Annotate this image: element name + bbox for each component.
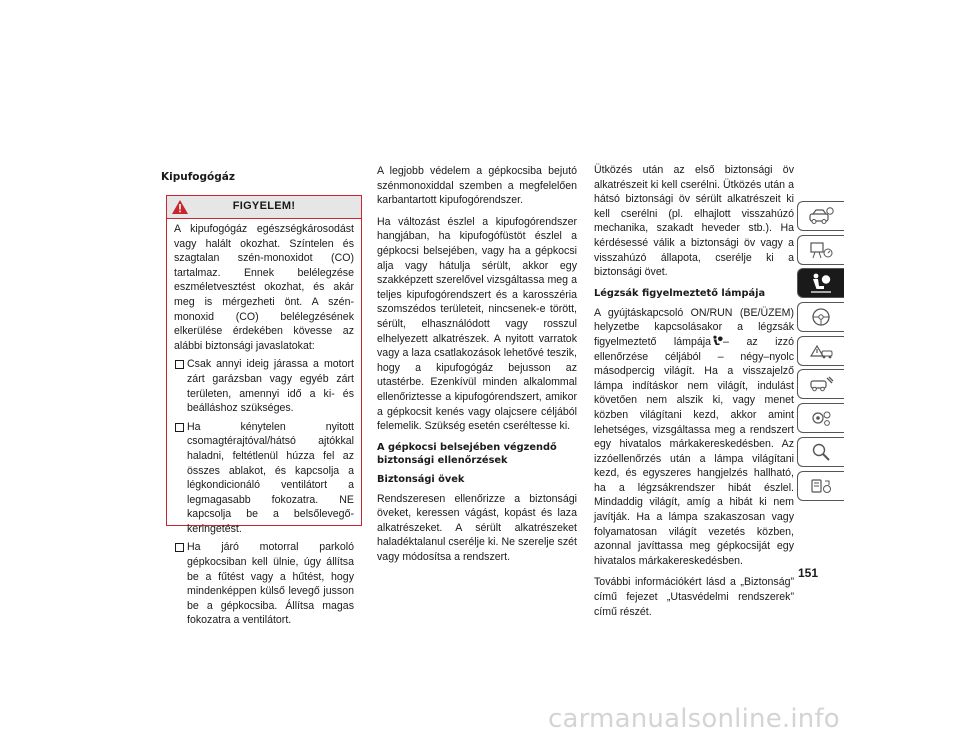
warning-header [167,196,361,219]
tab-dashboard[interactable] [797,235,844,265]
paragraph: Rendszeresen ellenőrizze a biztonsági öveket, keressen vágást, kopást és laza alkatrészeket. A sérült alkatrészeket haladéktalanul cserélje ki. Ne szerelje szét vagy módosítsa a rendszert. [377,492,577,564]
tab-multimedia[interactable] [797,471,844,501]
right-column [594,163,794,626]
dashboard-icon [807,239,835,261]
checkbox-bullet-icon [175,543,184,552]
tab-emergency[interactable] [797,336,844,366]
subsection-heading: Biztonsági övek [377,473,465,485]
emergency-icon [807,340,835,362]
warning-list [174,357,354,628]
list-item: Ha járó motorral parkoló gépkocsiban kell ülnie, úgy állítsa be a fűtést vagy a hűtést, hogy mindenképpen külső levegő jusson be a gépkocsiba. Állítsa magas fokozatra a ventilátort. [174,540,354,628]
warning-box [166,195,362,627]
multimedia-icon [807,475,835,497]
car-info-icon [807,205,835,227]
tab-specifications[interactable] [797,403,844,433]
tab-maintenance[interactable] [797,369,844,399]
subsection-heading: A gépkocsi belsejében végzendő biztonsági ellenőrzések [377,441,557,466]
specifications-icon [807,407,835,429]
tab-car-info[interactable] [797,201,844,231]
list-item: Csak annyi ideig járassa a motort zárt garázsban vagy egyéb zárt területen, amennyi idő a ki- és beálláshoz szükséges. [174,357,354,415]
airbag-warning-icon [711,335,723,347]
steering-wheel-icon [807,306,835,328]
tab-index[interactable] [797,437,844,467]
paragraph: Ütközés után az első biztonsági öv alkatrészeit ki kell cserélni. Ütközés után a hátsó biztonsági öv sérült alkatrészeit ki kell cserélni (pl. elhajlott visszahúzó mechanika, szakadt heveder stb.). Ha kérdésessé válik a biztonsági öv vagy a visszahúzó állapota, cserélje ki a biztonsági övet. [594,164,794,279]
checkbox-bullet-icon [175,360,184,369]
paragraph: A legjobb védelem a gépkocsiba bejutó szénmonoxiddal szemben a megfelelően karbantartott kipufogórendszer. [377,165,577,207]
paragraph: Ha változást észlel a kipufogórendszer hangjában, ha kipufogófüstöt észlel a gépkocsi belsejében, vagy ha a gépkocsi alja vagy hátulja sérült, akkor egy szakképzett szerelővel vizsgáltassa meg a teljes kipufogórendszert és a karosszéria szomszédos területeit, nincsenek-e törött, sérült, elhasználódott vagy rosszul elhelyezett alkatrészek. A nyitott varratok vagy a laza csatlakozások lehetővé teszik, hogy a kipufogógáz bejusson az utastérbe. Ezenkívül minden alkalommal ellenőriztesse a kipufogórendszert, amikor a gépkocsit kenés vagy olajcsere céljából felemelik. Szükség esetén cseréltesse ki. [377,215,577,433]
tab-starting-driving[interactable] [797,302,844,332]
page-number: 151 [798,566,819,580]
warning-label: FIGYELEM! [232,200,296,212]
section-title: Kipufogógáz [161,171,235,183]
middle-column [377,164,577,572]
warning-intro: A kipufogógáz egészségkárosodást vagy halált okozhat. Színtelen és szagtalan szén-monoxidot (CO) tartalmaz. Ennek belélegzése eszméletvesztést okozhat, és akár meg is mérgezheti önt. A szén-monoxid (CO) belélegzésének elkerülése érdekében kövesse az alábbi biztonsági javaslatokat: [174,223,354,352]
chapter-tabs [797,201,844,504]
subsection-heading: Légzsák figyelmeztető lámpája [594,287,766,299]
search-icon [807,441,835,463]
airbag-safety-icon [807,272,835,294]
checkbox-bullet-icon [175,423,184,432]
paragraph: A gyújtáskapcsoló ON/RUN (BE/ÜZEM) helyzetbe kapcsolásakor a légzsák figyelmeztető lámpája – az izzó ellenőrzése céljából – négy–nyolc másodpercig világít. Ha a visszajelző lámpa indításkor nem világít, indulást követően nem alszik ki, vagy menet közben világítani kezd, akkor amint lehetséges, vizsgáltassa meg a rendszert egy hivatalos márkakereskedésben. Az izzóellenőrzés után a lámpa világítani kezd, és egyszeres hangjelzés hallható, ha a légzsákrendszer hibát észlel. Mindaddig világít, amíg a hibát ki nem javítják. Ha a lámpa szakaszosan vagy folyamatosan világít vezetés közben, azonnal javíttassa meg gépkocsiját egy hivatalos márkakereskedésben. [594,306,794,567]
maintenance-icon [807,373,835,395]
list-item: Ha kénytelen nyitott csomagtérajtóval/hátsó ajtókkal haladni, feltétlenül húzza fel az összes ablakot, és kapcsolja a légkondicionáló ventilátort a legmagasabb fokozatra. NE kapcsolja be a belsőlevegő-keringetést. [174,420,354,537]
tab-airbag-safety[interactable] [797,268,844,298]
watermark: carmanualsonline.info [548,704,840,734]
paragraph: További információkért lásd a „Biztonság” című fejezet „Utasvédelmi rendszerek” című részét. [594,576,794,618]
